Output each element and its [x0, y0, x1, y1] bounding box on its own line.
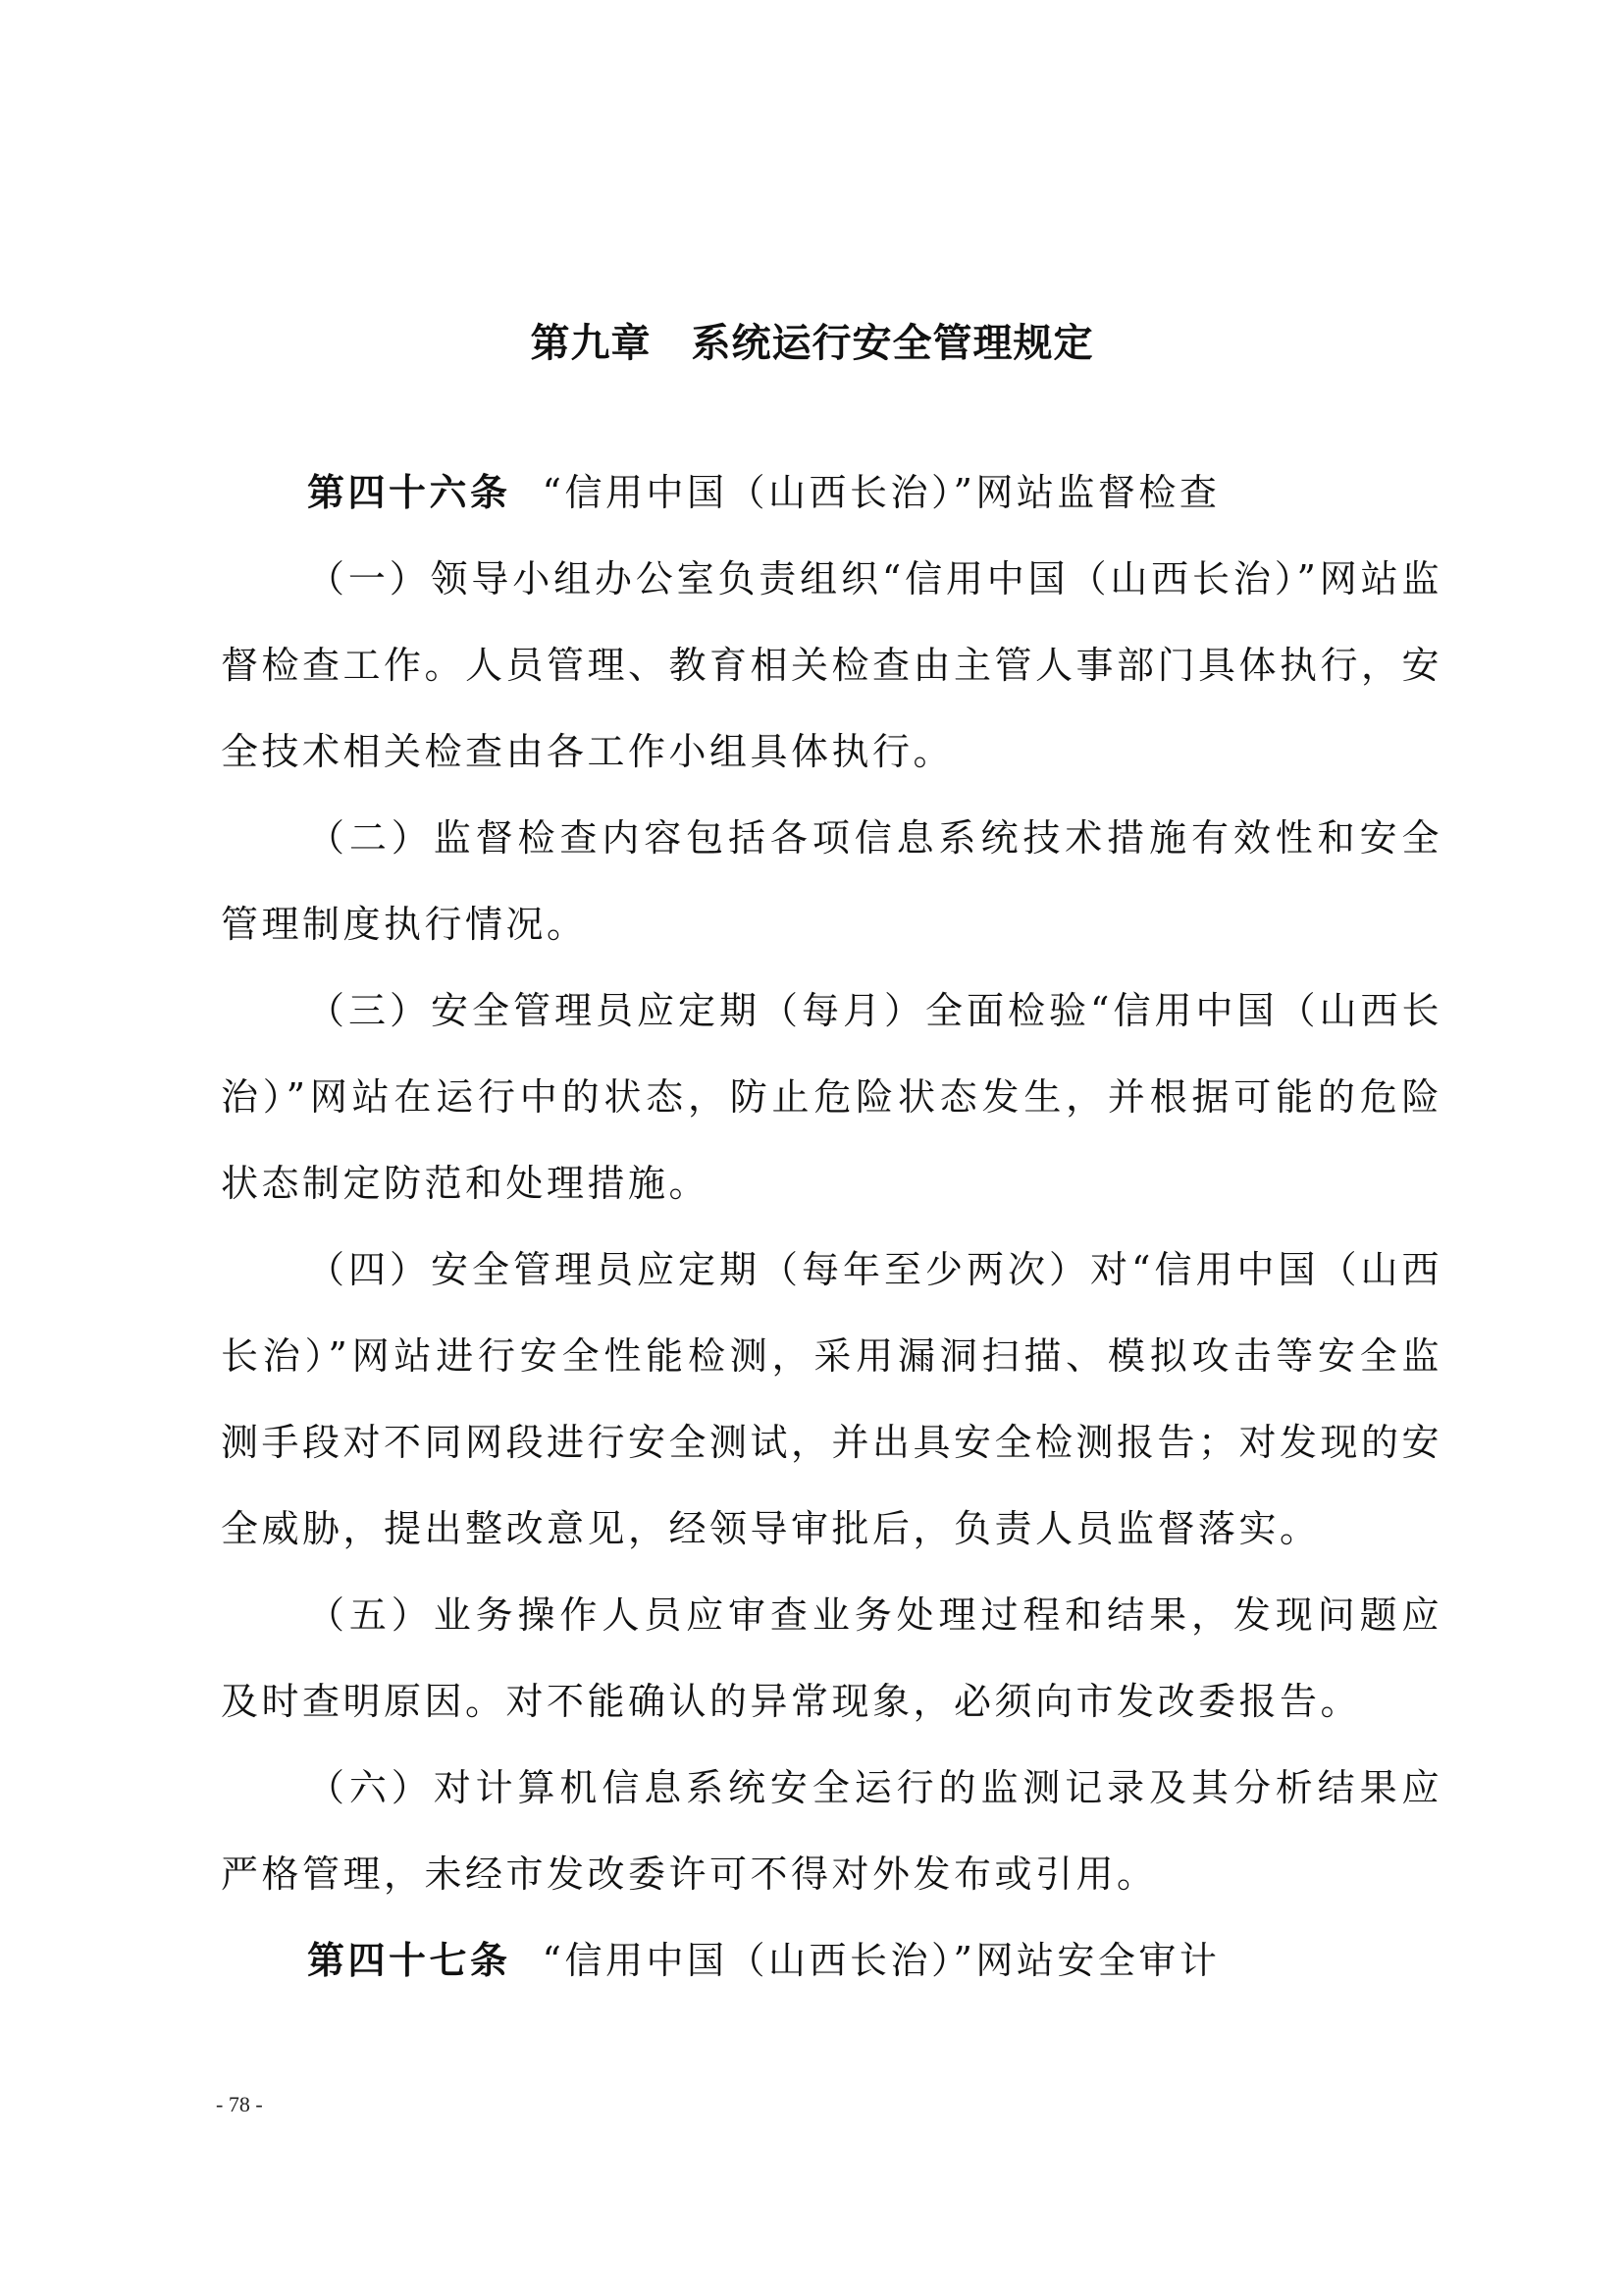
article-number: 第四十七条 [307, 1939, 511, 1982]
article-paragraph: （二）监督检查内容包括各项信息系统技术措施有效性和安全管理制度执行情况。 [221, 816, 1442, 946]
article-title: “信用中国（山西长治）”网站监督检查 [542, 471, 1221, 514]
article-heading [221, 1917, 1442, 2004]
article-heading [221, 449, 1442, 536]
article-paragraph: （六）对计算机信息系统安全运行的监测记录及其分析结果应严格管理，未经市发改委许可不得对外发布或引用。 [221, 1766, 1442, 1896]
article-paragraph: （三）安全管理员应定期（每月）全面检验“信用中国（山西长治）”网站在运行中的状态，防止危险状态发生，并根据可能的危险状态制定防范和处理措施。 [221, 989, 1442, 1205]
document-body [221, 449, 1442, 2004]
article-number: 第四十六条 [307, 471, 511, 514]
article-paragraph: （四）安全管理员应定期（每年至少两次）对“信用中国（山西长治）”网站进行安全性能检测，采用漏洞扫描、模拟攻击等安全监测手段对不同网段进行安全测试，并出具安全检测报告；对发现的安全威胁，提出整改意见，经领导审批后，负责人员监督落实。 [221, 1248, 1443, 1550]
article-paragraph: （五）业务操作人员应审查业务处理过程和结果，发现问题应及时查明原因。对不能确认的异常现象，必须向市发改委报告。 [221, 1593, 1442, 1723]
chapter-title: 第九章 系统运行安全管理规定 [530, 321, 1094, 366]
page-number: - 78 - [216, 2092, 263, 2116]
article-title: “信用中国（山西长治）”网站安全审计 [542, 1939, 1221, 1982]
article-paragraph: （一）领导小组办公室负责组织“信用中国（山西长治）”网站监督检查工作。人员管理、教育相关检查由主管人事部门具体执行，安全技术相关检查由各工作小组具体执行。 [221, 557, 1443, 773]
